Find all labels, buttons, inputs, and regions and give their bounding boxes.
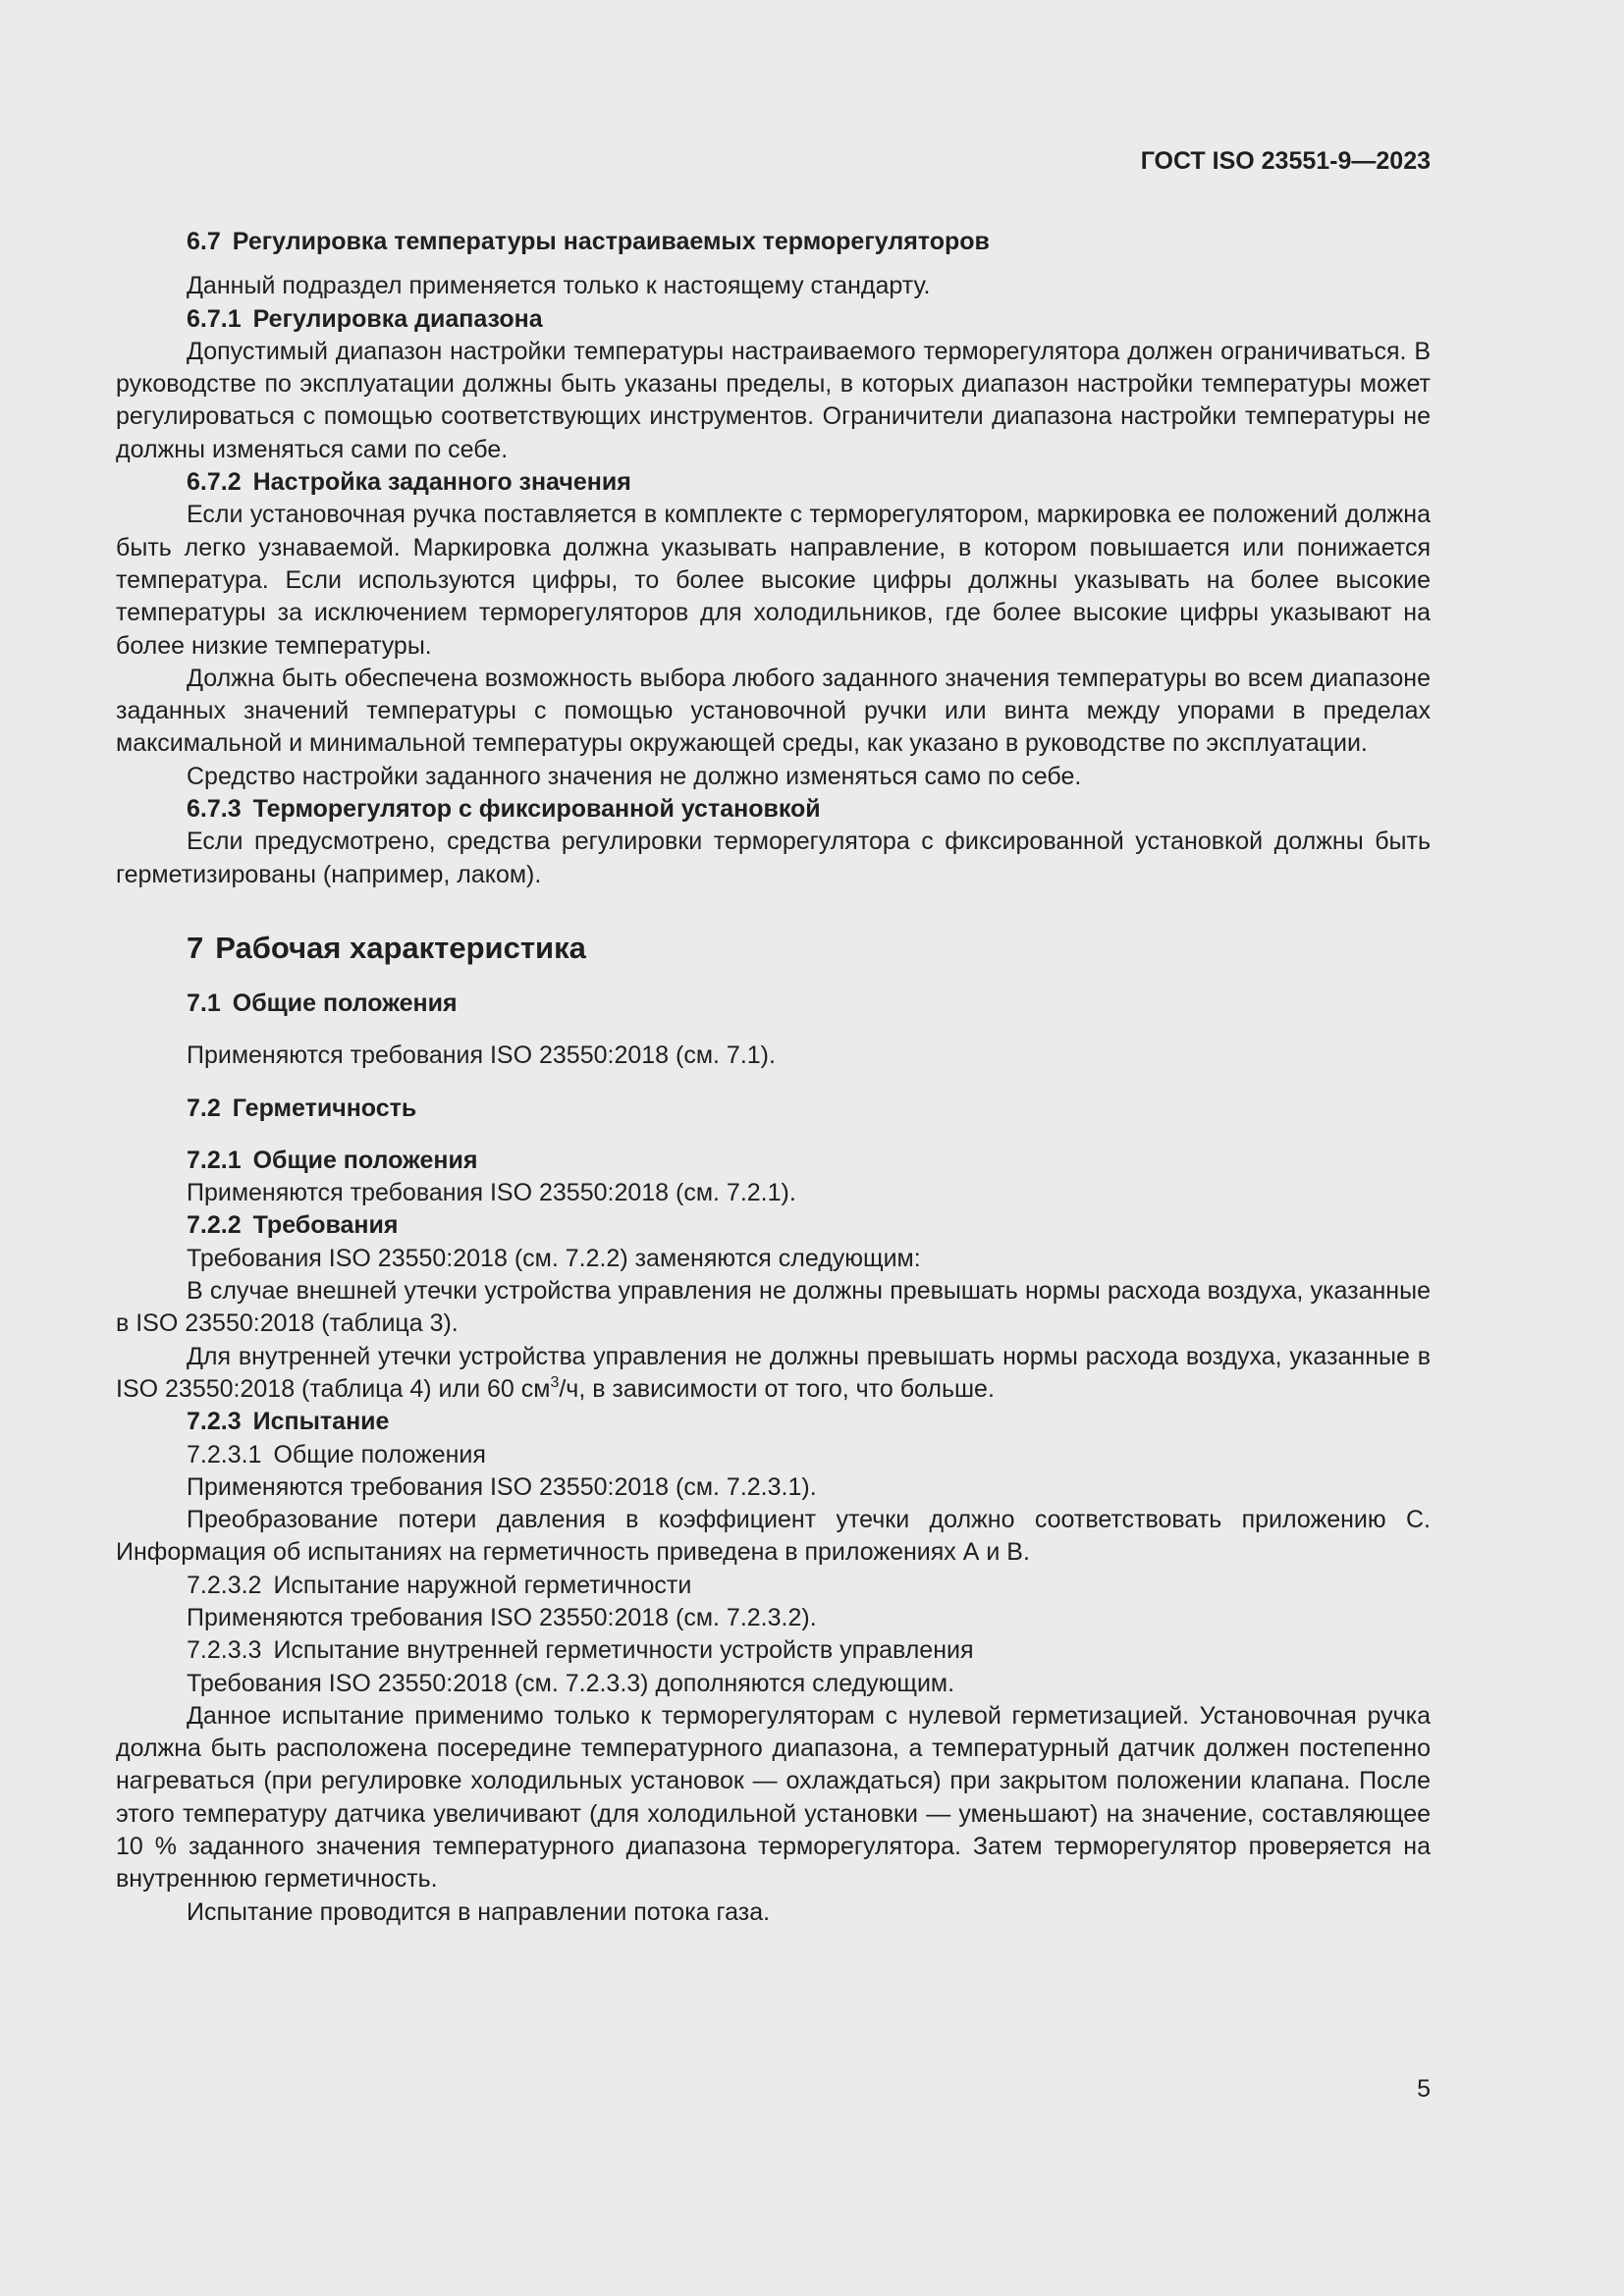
paragraph: Применяются требования ISO 23550:2018 (см. 7.2.3.1).: [187, 1472, 817, 1501]
paragraph: Данный подраздел применяется только к настоящему стандарту.: [187, 272, 931, 300]
section-title: Общие положения: [252, 1146, 478, 1174]
section-title: Терморегулятор с фиксированной установкой: [252, 795, 821, 824]
section-title: Испытание: [252, 1408, 390, 1436]
section-number: 7.2.3.1: [187, 1440, 262, 1468]
section-6-7-1-heading: [116, 303, 1431, 336]
paragraph: Применяются требования ISO 23550:2018 (см. 7.2.1).: [187, 1179, 796, 1207]
section-title: Регулировка температуры настраиваемых терморегуляторов: [232, 228, 990, 255]
section-number: 7.2.1: [187, 1146, 242, 1174]
section-7-2-2-heading: [116, 1209, 1431, 1242]
paragraph: Требования ISO 23550:2018 (см. 7.2.3.3) дополняются следующим.: [187, 1669, 955, 1697]
paragraph: Требования ISO 23550:2018 (см. 7.2.2) заменяются следующим:: [187, 1244, 921, 1272]
paragraph: Если предусмотрено, средства регулировки терморегулятора с фиксированной установкой должны быть герметизированы (например, лаком).: [116, 828, 1431, 888]
section-number: 6.7.2: [187, 468, 242, 497]
section-title: Испытание наружной герметичности: [273, 1571, 692, 1599]
section-title: Общие положения: [232, 988, 458, 1017]
section-7-2-heading: [116, 1093, 1431, 1125]
paragraph: Данное испытание применимо только к терморегуляторам с нулевой герметизацией. Установочная ручка должна быть расположена посередине температурного диапазона, а температурный датчик должен постепенно нагреваться (при регулировке холодильных установок — охлаждаться) при закрытом положении клапана. После этого температуру датчика увеличивают (для холодильной установки — уменьшают) на значение, составляющее 10 % заданного значения температурного диапазона терморегулятора. Затем терморегулятор проверяется на внутреннюю герметичность.: [116, 1701, 1431, 1894]
section-number: 7.2.3.3: [187, 1636, 262, 1665]
section-number: 7.2.2: [187, 1211, 242, 1240]
document-id: ГОСТ ISO 23551-9—2023: [1140, 147, 1431, 175]
section-7-1-heading: [116, 988, 1431, 1020]
section-6-7-heading: [116, 226, 1431, 258]
subsection-7-2-3-2-heading: [116, 1570, 1431, 1602]
paragraph: Применяются требования ISO 23550:2018 (см. 7.1).: [187, 1041, 776, 1070]
section-title: Настройка заданного значения: [252, 468, 631, 497]
paragraph: Если установочная ручка поставляется в комплекте с терморегулятором, маркировка ее положений должна быть легко узнаваемой. Маркировка должна указывать направление, в котором повышается или понижается температура. Если используются цифры, то более высокие цифры должны указывать на более высокие температуры за исключением терморегуляторов для холодильников, где более высокие цифры указывают на более низкие температуры.: [116, 501, 1431, 660]
section-number: 7.2.3.2: [187, 1571, 262, 1599]
paragraph: В случае внешней утечки устройства управления не должны превышать нормы расхода воздуха, указанные в ISO 23550:2018 (таблица 3).: [116, 1277, 1431, 1338]
section-number: 7.2.3: [187, 1408, 242, 1436]
paragraph: [116, 1341, 1431, 1407]
superscript: 3: [550, 1373, 560, 1391]
section-title: Требования: [252, 1211, 399, 1240]
section-7-2-1-heading: [116, 1145, 1431, 1177]
section-number: 6.7.3: [187, 795, 242, 824]
section-number: 7.1: [187, 988, 221, 1017]
section-title: Общие положения: [273, 1440, 486, 1468]
page-number: 5: [1417, 2075, 1431, 2103]
paragraph: Испытание проводится в направлении потока газа.: [187, 1897, 771, 1926]
subsection-7-2-3-3-heading: [116, 1634, 1431, 1667]
section-title: Испытание внутренней герметичности устройств управления: [273, 1636, 974, 1665]
section-title: Рабочая характеристика: [215, 930, 586, 965]
paragraph: Должна быть обеспечена возможность выбора любого заданного значения температуры во всем диапазоне заданных значений температуры с помощью установочной ручки или винта между упорами в пределах максимальной и минимальной температуры окружающей среды, как указано в руководстве по эксплуатации.: [116, 664, 1431, 758]
subsection-7-2-3-1-heading: [116, 1439, 1431, 1471]
section-number: 7: [187, 930, 204, 965]
paragraph: Допустимый диапазон настройки температуры настраиваемого терморегулятора должен ограничиваться. В руководстве по эксплуатации должны быть указаны пределы, в которых диапазон настройки температуры может регулироваться с помощью соответствующих инструментов. Ограничители диапазона настройки температуры не должны изменяться сами по себе.: [116, 337, 1431, 463]
section-6-7-3-heading: [116, 793, 1431, 826]
section-title: Регулировка диапазона: [252, 304, 543, 333]
section-number: 7.2: [187, 1094, 221, 1122]
paragraph: Средство настройки заданного значения не должно изменяться само по себе.: [187, 762, 1082, 790]
section-7-heading: [116, 929, 1431, 968]
section-number: 6.7.1: [187, 304, 242, 333]
section-6-7-2-heading: [116, 466, 1431, 499]
text: /ч, в зависимости от того, что больше.: [559, 1374, 995, 1403]
section-7-2-3-heading: [116, 1406, 1431, 1438]
text: Для внутренней утечки устройства управления не должны превышать нормы расхода воздуха, указанные в ISO 23550:2018 (таблица 4) или 60 см: [116, 1342, 1431, 1403]
paragraph: Применяются требования ISO 23550:2018 (см. 7.2.3.2).: [187, 1603, 817, 1631]
section-number: 6.7: [187, 228, 221, 255]
paragraph: Преобразование потери давления в коэффициент утечки должно соответствовать приложению С. Информация об испытаниях на герметичность приведена в приложениях А и В.: [116, 1506, 1431, 1567]
section-title: Герметичность: [232, 1094, 417, 1122]
page-body: [116, 137, 1431, 1929]
